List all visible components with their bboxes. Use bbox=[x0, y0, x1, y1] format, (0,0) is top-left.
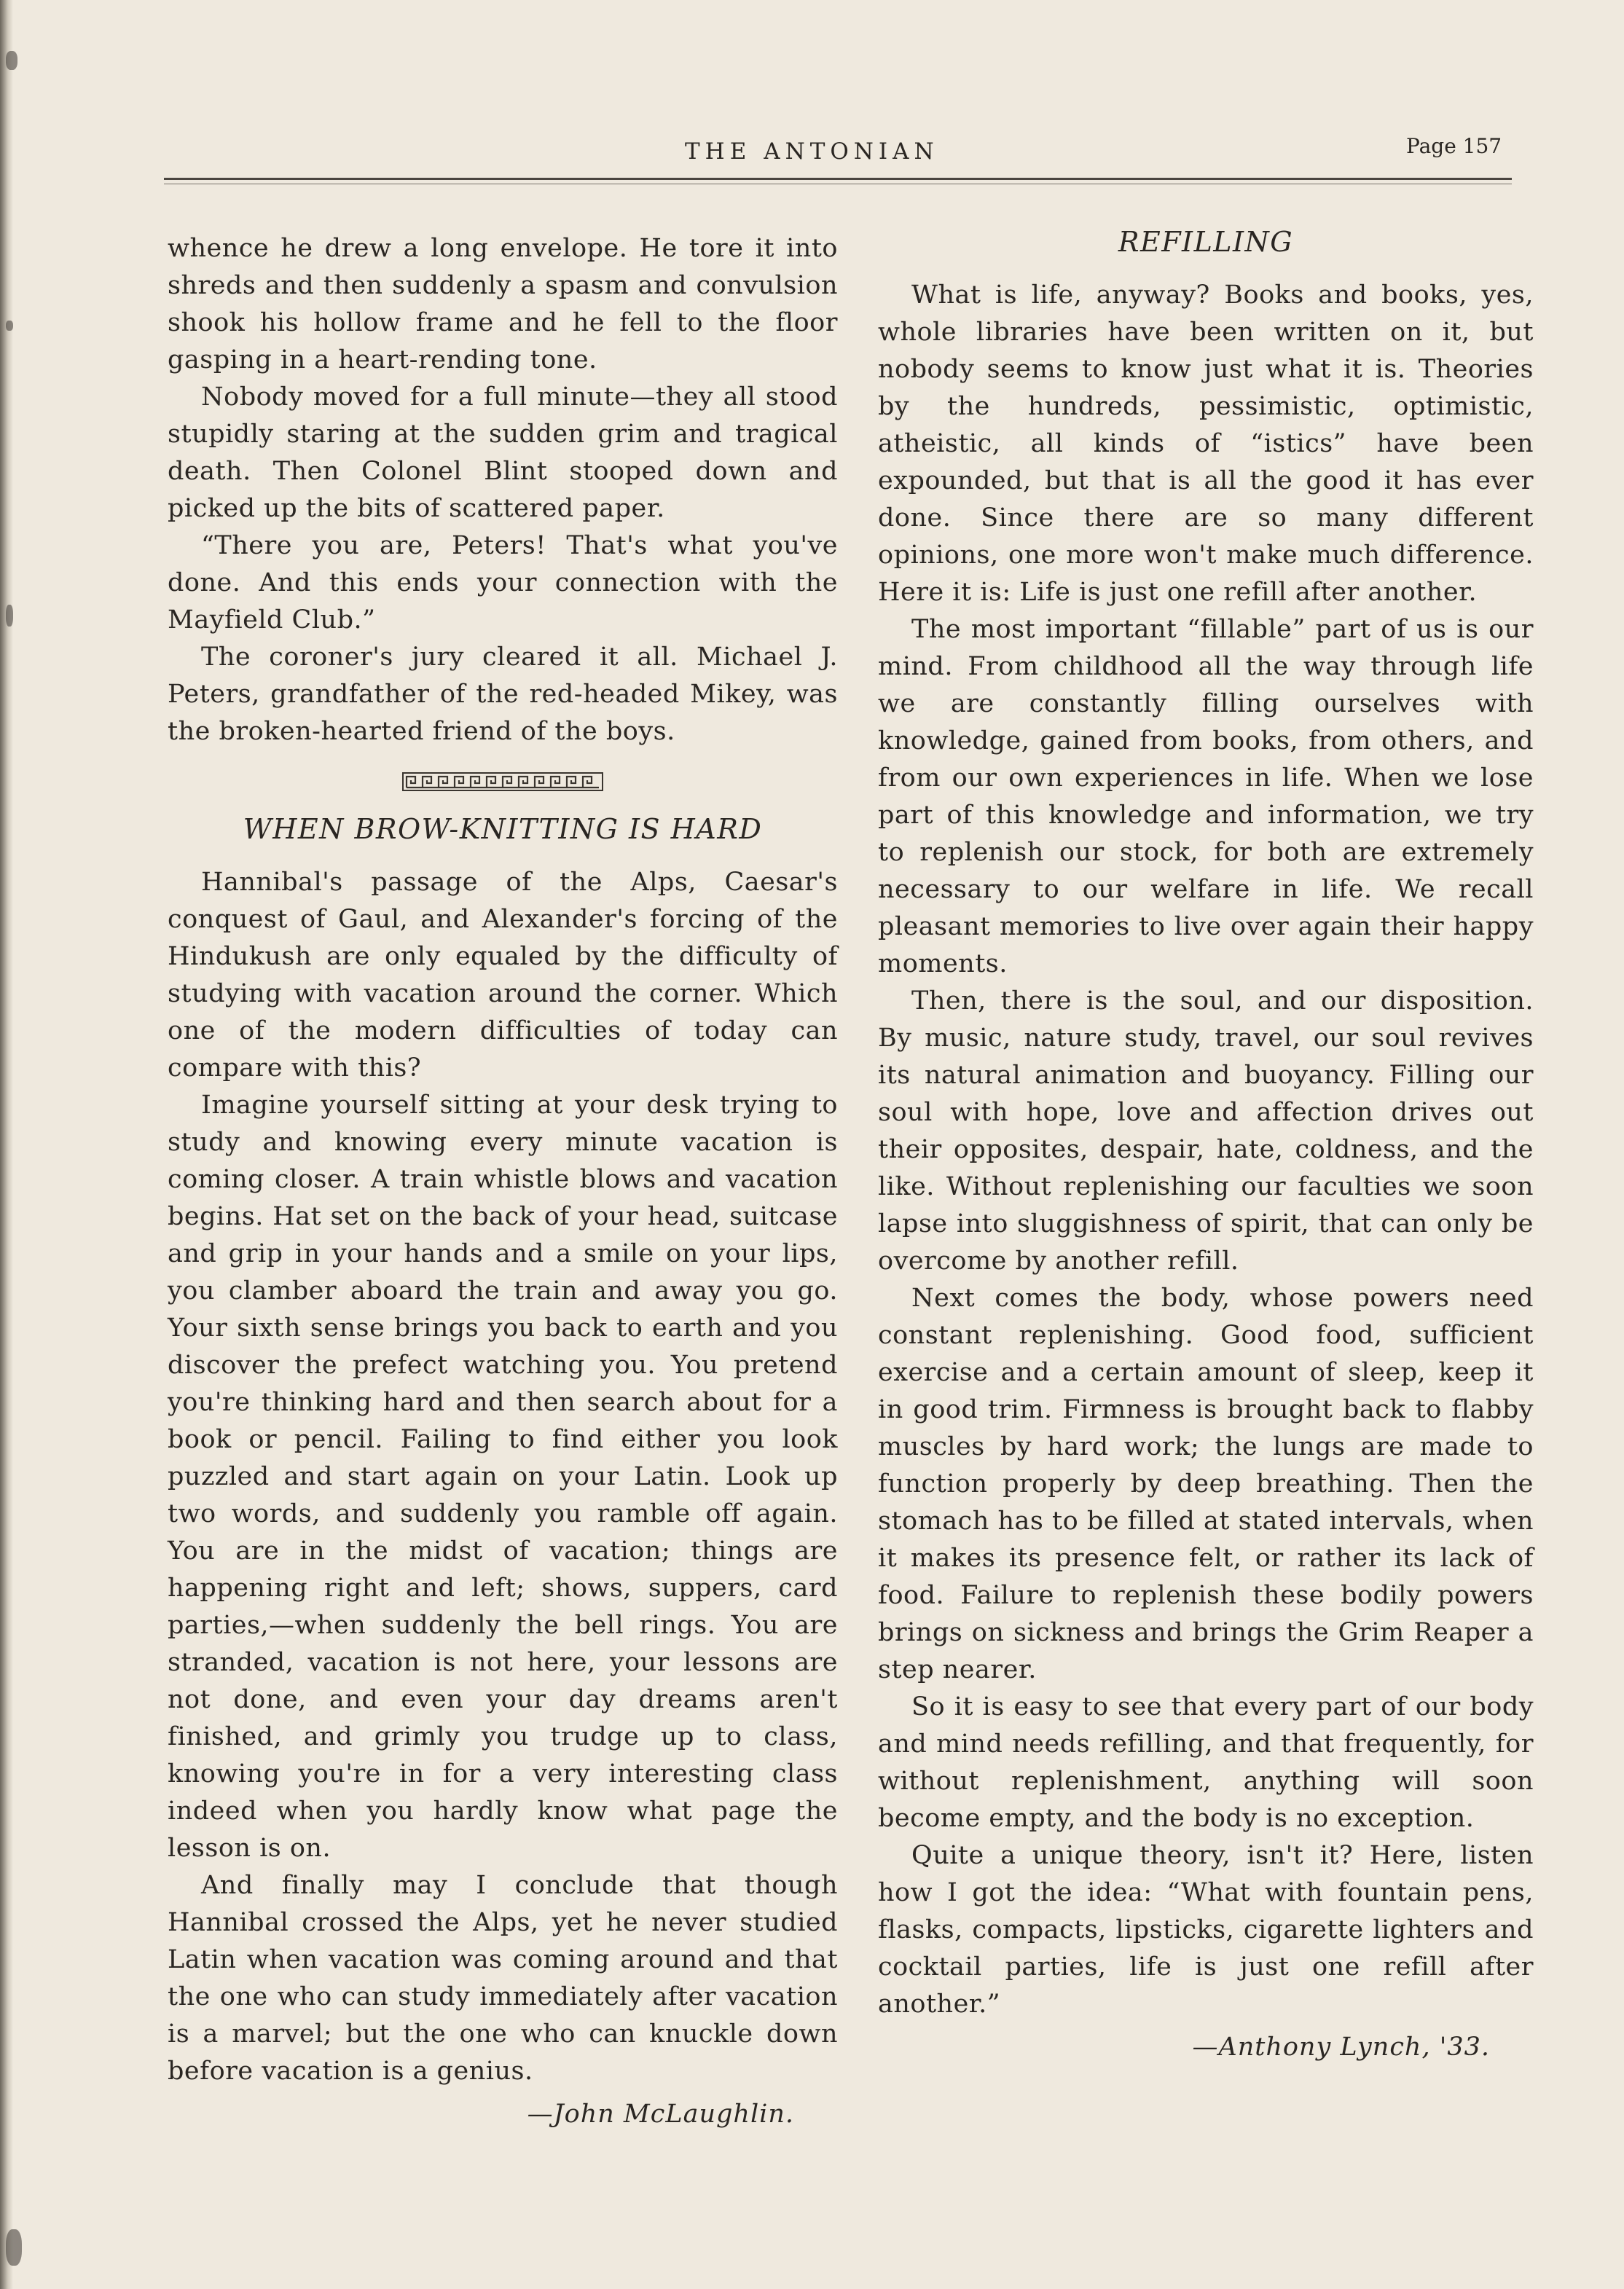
paragraph: And finally may I conclude that though Hannibal crossed the Alps, yet he never studied Latin when vacation was coming around and that the one who can study immediately after vacation is a marvel; but the one who can knuckle down before vacation is a genius. bbox=[168, 1871, 838, 2086]
page-edge-shadow bbox=[0, 0, 13, 2289]
greek-key-ornament-icon bbox=[168, 772, 838, 791]
binding-hole-decoration bbox=[6, 321, 13, 331]
paragraph: What is life, anyway? Books and books, yes, whole libraries have been written on it, but nobody seems to know just what it is. Theories by the hundreds, pessimistic, optimistic, atheistic, all kinds of “istics” have been expounded, but that is all the good it has ever done. Since there are so many different opinions, one more won't make much difference. Here it is: Life is just one refill after another. bbox=[878, 280, 1534, 607]
author-signature: —Anthony Lynch, '33. bbox=[1192, 2033, 1490, 2062]
paragraph: whence he drew a long envelope. He tore it into shreds and then suddenly a spasm and convulsion shook his hollow frame and he fell to the floor gasping in a heart-rending tone. bbox=[168, 234, 838, 374]
paragraph: So it is easy to see that every part of our body and mind needs refilling, and that frequently, for without replenishment, anything will soon become empty, and the body is no exception. bbox=[878, 1692, 1534, 1833]
page-number: Page 157 bbox=[1406, 134, 1502, 158]
article-title: WHEN BROW-KNITTING IS HARD bbox=[243, 813, 763, 845]
paragraph: The most important “fillable” part of us is our mind. From childhood all the way through life we are constantly filling ourselves with knowledge, gained from books, from others, and from our own experiences in life. When we lose part of this knowledge and information, we try to replenish our stock, for both are extremely necessary to our welfare in life. We recall pleasant memories to live over again their happy moments. bbox=[878, 615, 1534, 978]
right-column bbox=[878, 223, 1534, 2066]
paragraph: Quite a unique theory, isn't it? Here, listen how I got the idea: “What with fountain pens, flasks, compacts, lipsticks, cigarette lighters and cocktail parties, life is just one refill after another.” bbox=[878, 1841, 1534, 2019]
binding-hole-decoration bbox=[6, 51, 17, 70]
article-title: REFILLING bbox=[1118, 226, 1294, 258]
paragraph: Hannibal's passage of the Alps, Caesar's conquest of Gaul, and Alexander's forcing of the Hindukush are only equaled by the difficulty of studying with vacation around the corner. Which one of the modern difficulties of today can compare with this? bbox=[168, 868, 838, 1083]
paragraph: “There you are, Peters! That's what you've done. And this ends your connection with the Mayfield Club.” bbox=[168, 531, 838, 635]
author-signature: —John McLaughlin. bbox=[527, 2100, 794, 2129]
binding-hole-decoration bbox=[6, 605, 13, 627]
paragraph: Nobody moved for a full minute—they all stood stupidly staring at the sudden grim and tragical death. Then Colonel Blint stooped down and picked up the bits of scattered paper. bbox=[168, 382, 838, 523]
paragraph: Imagine yourself sitting at your desk trying to study and knowing every minute vacation is coming closer. A train whistle blows and vacation begins. Hat set on the back of your head, suitcase and grip in your hands and a smile on your lips, you clamber aboard the train and away you go. Your sixth sense brings you back to earth and you discover the prefect watching you. You pretend you're thinking hard and then search about for a book or pencil. Failing to find either you look puzzled and start again on your Latin. Look up two words, and suddenly you ramble off again. You are in the midst of vacation; things are happening right and left; shows, suppers, card parties,—when suddenly the bell rings. You are stranded, vacation is not here, your lessons are not done, and even your day dreams aren't finished, and grimly you trudge up to class, knowing you're in for a very interesting class indeed when you hardly know what page the lesson is on. bbox=[168, 1091, 838, 1863]
paragraph: The coroner's jury cleared it all. Michael J. Peters, grandfather of the red-headed Mikey, was the broken-hearted friend of the boys. bbox=[168, 643, 838, 746]
header-rule bbox=[164, 178, 1512, 180]
paragraph: Then, there is the soul, and our disposition. By music, nature study, travel, our soul revives its natural animation and buoyancy. Filling our soul with hope, love and affection drives out their opposites, despair, hate, coldness, and the like. Without replenishing our faculties we soon lapse into sluggishness of spirit, that can only be overcome by another refill. bbox=[878, 986, 1534, 1276]
left-column bbox=[168, 230, 838, 2133]
running-title: THE ANTONIAN bbox=[685, 138, 939, 165]
binding-hole-decoration bbox=[6, 2229, 22, 2266]
paragraph: Next comes the body, whose powers need constant replenishing. Good food, sufficient exercise and a certain amount of sleep, keep it in good trim. Firmness is brought back to flabby muscles by hard work; the lungs are made to function properly by deep breathing. Then the stomach has to be filled at stated intervals, when it makes its presence felt, or rather its lack of food. Failure to replenish these bodily powers brings on sickness and brings the Grim Reaper a step nearer. bbox=[878, 1284, 1534, 1684]
